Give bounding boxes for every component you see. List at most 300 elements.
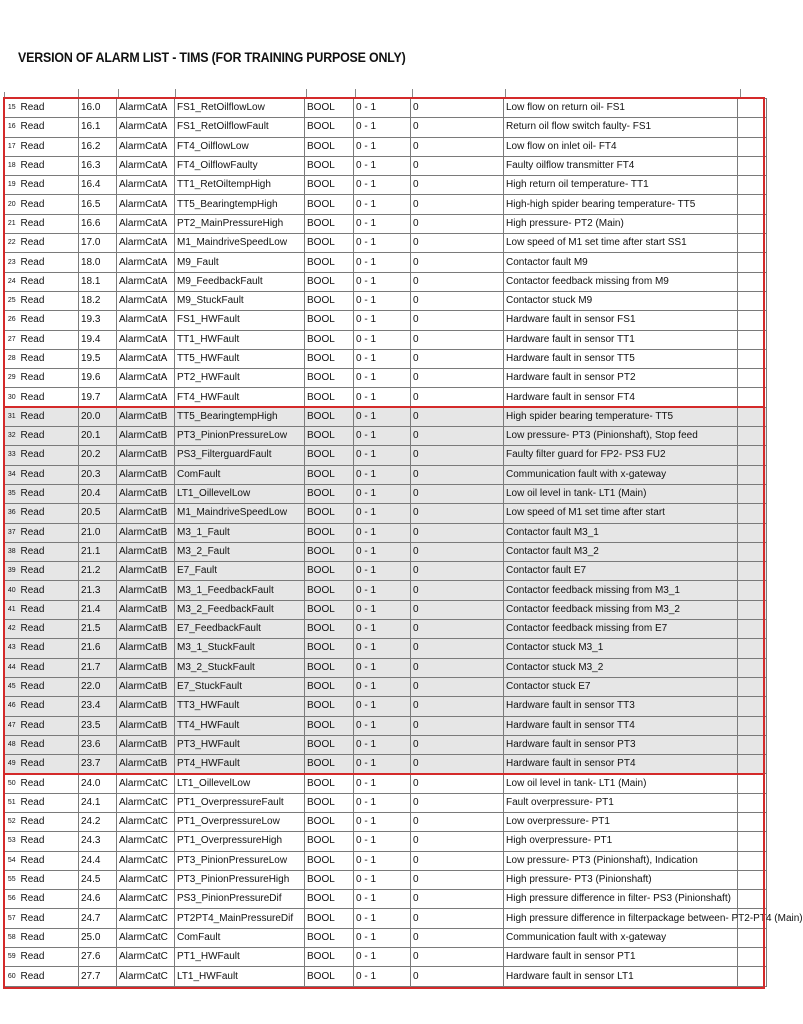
access-cell: Read — [19, 890, 79, 909]
blank-cell — [738, 407, 767, 426]
range-cell: 0 - 1 — [354, 195, 411, 214]
description-cell: Contactor stuck M9 — [504, 291, 738, 310]
row-number: 16 — [5, 118, 19, 137]
category-cell: AlarmCatB — [117, 697, 175, 716]
table-row — [5, 600, 767, 619]
blank-cell — [738, 214, 767, 233]
blank-cell — [738, 658, 767, 677]
description-cell: Communication fault with x-gateway — [504, 928, 738, 947]
table-row — [5, 446, 767, 465]
category-cell: AlarmCatA — [117, 349, 175, 368]
row-number: 55 — [5, 870, 19, 889]
tag-cell: FS1_RetOilflowLow — [175, 99, 305, 118]
access-cell: Read — [19, 851, 79, 870]
address-cell: 27.6 — [79, 948, 117, 967]
access-cell: Read — [19, 504, 79, 523]
category-cell: AlarmCatB — [117, 677, 175, 696]
tag-cell: FT4_OilflowLow — [175, 137, 305, 156]
value-cell: 0 — [411, 504, 504, 523]
address-cell: 25.0 — [79, 928, 117, 947]
tag-cell: PT2_HWFault — [175, 369, 305, 388]
type-cell: BOOL — [305, 716, 354, 735]
tag-cell: LT1_OillevelLow — [175, 484, 305, 503]
value-cell: 0 — [411, 639, 504, 658]
range-cell: 0 - 1 — [354, 793, 411, 812]
description-cell: Contactor fault M3_1 — [504, 523, 738, 542]
value-cell: 0 — [411, 562, 504, 581]
value-cell: 0 — [411, 600, 504, 619]
type-cell: BOOL — [305, 291, 354, 310]
access-cell: Read — [19, 542, 79, 561]
value-cell: 0 — [411, 388, 504, 407]
description-cell: High pressure difference in filterpackage between- PT2-PT4 (Main) — [504, 909, 738, 928]
access-cell: Read — [19, 909, 79, 928]
description-cell: Contactor feedback missing from M3_1 — [504, 581, 738, 600]
range-cell: 0 - 1 — [354, 639, 411, 658]
address-cell: 16.2 — [79, 137, 117, 156]
tag-cell: E7_Fault — [175, 562, 305, 581]
address-cell: 24.1 — [79, 793, 117, 812]
table-row — [5, 176, 767, 195]
category-cell: AlarmCatA — [117, 253, 175, 272]
blank-cell — [738, 504, 767, 523]
blank-cell — [738, 311, 767, 330]
row-number: 17 — [5, 137, 19, 156]
row-number: 32 — [5, 427, 19, 446]
description-cell: Contactor fault M9 — [504, 253, 738, 272]
tag-cell: PT3_PinionPressureLow — [175, 427, 305, 446]
description-cell: High pressure- PT2 (Main) — [504, 214, 738, 233]
blank-cell — [738, 446, 767, 465]
table-row — [5, 484, 767, 503]
row-number: 15 — [5, 99, 19, 118]
table-row — [5, 890, 767, 909]
value-cell: 0 — [411, 523, 504, 542]
blank-cell — [738, 176, 767, 195]
table-row — [5, 639, 767, 658]
table-row — [5, 812, 767, 831]
category-cell: AlarmCatB — [117, 716, 175, 735]
range-cell: 0 - 1 — [354, 967, 411, 986]
range-cell: 0 - 1 — [354, 446, 411, 465]
tag-cell: PT1_OverpressureLow — [175, 812, 305, 831]
access-cell: Read — [19, 967, 79, 986]
range-cell: 0 - 1 — [354, 330, 411, 349]
category-cell: AlarmCatC — [117, 774, 175, 793]
description-cell: High return oil temperature- TT1 — [504, 176, 738, 195]
row-number: 30 — [5, 388, 19, 407]
type-cell: BOOL — [305, 677, 354, 696]
table-row — [5, 253, 767, 272]
range-cell: 0 - 1 — [354, 234, 411, 253]
type-cell: BOOL — [305, 909, 354, 928]
access-cell: Read — [19, 137, 79, 156]
tag-cell: PS3_PinionPressureDif — [175, 890, 305, 909]
value-cell: 0 — [411, 214, 504, 233]
address-cell: 24.6 — [79, 890, 117, 909]
address-cell: 17.0 — [79, 234, 117, 253]
type-cell: BOOL — [305, 948, 354, 967]
access-cell: Read — [19, 639, 79, 658]
category-cell: AlarmCatB — [117, 658, 175, 677]
access-cell: Read — [19, 291, 79, 310]
alarm-table — [4, 98, 803, 987]
type-cell: BOOL — [305, 639, 354, 658]
row-number: 42 — [5, 620, 19, 639]
row-number: 39 — [5, 562, 19, 581]
range-cell: 0 - 1 — [354, 774, 411, 793]
category-cell: AlarmCatB — [117, 465, 175, 484]
blank-cell — [738, 755, 767, 774]
tag-cell: M9_Fault — [175, 253, 305, 272]
row-number: 41 — [5, 600, 19, 619]
range-cell: 0 - 1 — [354, 755, 411, 774]
access-cell: Read — [19, 523, 79, 542]
category-cell: AlarmCatA — [117, 272, 175, 291]
description-cell: Contactor stuck M3_2 — [504, 658, 738, 677]
row-number: 19 — [5, 176, 19, 195]
value-cell: 0 — [411, 118, 504, 137]
address-cell: 21.1 — [79, 542, 117, 561]
tag-cell: TT4_HWFault — [175, 716, 305, 735]
table-row — [5, 793, 767, 812]
table-row — [5, 774, 767, 793]
value-cell: 0 — [411, 890, 504, 909]
blank-cell — [738, 851, 767, 870]
category-cell: AlarmCatB — [117, 484, 175, 503]
description-cell: Low flow on inlet oil- FT4 — [504, 137, 738, 156]
row-number: 50 — [5, 774, 19, 793]
access-cell: Read — [19, 156, 79, 175]
table-row — [5, 716, 767, 735]
address-cell: 23.6 — [79, 735, 117, 754]
address-cell: 24.4 — [79, 851, 117, 870]
row-number: 21 — [5, 214, 19, 233]
row-number: 35 — [5, 484, 19, 503]
value-cell: 0 — [411, 484, 504, 503]
range-cell: 0 - 1 — [354, 562, 411, 581]
access-cell: Read — [19, 948, 79, 967]
access-cell: Read — [19, 697, 79, 716]
tag-cell: M9_StuckFault — [175, 291, 305, 310]
address-cell: 20.1 — [79, 427, 117, 446]
description-cell: High pressure difference in filter- PS3 (Pinionshaft) — [504, 890, 738, 909]
value-cell: 0 — [411, 446, 504, 465]
row-number: 25 — [5, 291, 19, 310]
range-cell: 0 - 1 — [354, 832, 411, 851]
blank-cell — [738, 388, 767, 407]
description-cell: Low oil level in tank- LT1 (Main) — [504, 774, 738, 793]
description-cell: Contactor fault E7 — [504, 562, 738, 581]
category-cell: AlarmCatB — [117, 600, 175, 619]
tag-cell: LT1_OillevelLow — [175, 774, 305, 793]
row-number: 27 — [5, 330, 19, 349]
category-cell: AlarmCatB — [117, 446, 175, 465]
range-cell: 0 - 1 — [354, 465, 411, 484]
type-cell: BOOL — [305, 928, 354, 947]
tag-cell: TT5_BearingtempHigh — [175, 195, 305, 214]
access-cell: Read — [19, 755, 79, 774]
row-number: 38 — [5, 542, 19, 561]
category-cell: AlarmCatA — [117, 330, 175, 349]
value-cell: 0 — [411, 311, 504, 330]
type-cell: BOOL — [305, 542, 354, 561]
range-cell: 0 - 1 — [354, 735, 411, 754]
category-cell: AlarmCatC — [117, 928, 175, 947]
access-cell: Read — [19, 272, 79, 291]
table-row — [5, 504, 767, 523]
range-cell: 0 - 1 — [354, 388, 411, 407]
table-row — [5, 542, 767, 561]
description-cell: Contactor feedback missing from M9 — [504, 272, 738, 291]
value-cell: 0 — [411, 812, 504, 831]
range-cell: 0 - 1 — [354, 407, 411, 426]
type-cell: BOOL — [305, 658, 354, 677]
type-cell: BOOL — [305, 311, 354, 330]
description-cell: Low speed of M1 set time after start SS1 — [504, 234, 738, 253]
range-cell: 0 - 1 — [354, 118, 411, 137]
address-cell: 24.7 — [79, 909, 117, 928]
row-number: 29 — [5, 369, 19, 388]
blank-cell — [738, 716, 767, 735]
type-cell: BOOL — [305, 755, 354, 774]
blank-cell — [738, 735, 767, 754]
blank-cell — [738, 99, 767, 118]
description-cell: Contactor feedback missing from E7 — [504, 620, 738, 639]
tag-cell: M3_2_FeedbackFault — [175, 600, 305, 619]
description-cell: Hardware fault in sensor PT3 — [504, 735, 738, 754]
type-cell: BOOL — [305, 812, 354, 831]
category-cell: AlarmCatB — [117, 562, 175, 581]
table-row — [5, 99, 767, 118]
blank-cell — [738, 774, 767, 793]
tag-cell: M3_2_Fault — [175, 542, 305, 561]
value-cell: 0 — [411, 253, 504, 272]
value-cell: 0 — [411, 774, 504, 793]
address-cell: 19.5 — [79, 349, 117, 368]
category-cell: AlarmCatA — [117, 137, 175, 156]
description-cell: Contactor fault M3_2 — [504, 542, 738, 561]
description-cell: Low speed of M1 set time after start — [504, 504, 738, 523]
category-cell: AlarmCatB — [117, 755, 175, 774]
blank-cell — [738, 465, 767, 484]
address-cell: 24.2 — [79, 812, 117, 831]
access-cell: Read — [19, 234, 79, 253]
category-cell: AlarmCatB — [117, 639, 175, 658]
type-cell: BOOL — [305, 504, 354, 523]
value-cell: 0 — [411, 928, 504, 947]
tag-cell: FS1_HWFault — [175, 311, 305, 330]
tag-cell: PT1_OverpressureFault — [175, 793, 305, 812]
row-number: 60 — [5, 967, 19, 986]
row-number: 58 — [5, 928, 19, 947]
value-cell: 0 — [411, 948, 504, 967]
access-cell: Read — [19, 369, 79, 388]
value-cell: 0 — [411, 832, 504, 851]
value-cell: 0 — [411, 176, 504, 195]
access-cell: Read — [19, 388, 79, 407]
table-row — [5, 735, 767, 754]
table-row — [5, 137, 767, 156]
category-cell: AlarmCatB — [117, 542, 175, 561]
address-cell: 16.6 — [79, 214, 117, 233]
category-cell: AlarmCatA — [117, 156, 175, 175]
table-row — [5, 234, 767, 253]
address-cell: 16.0 — [79, 99, 117, 118]
value-cell: 0 — [411, 137, 504, 156]
tag-cell: M3_1_Fault — [175, 523, 305, 542]
row-number: 28 — [5, 349, 19, 368]
address-cell: 21.0 — [79, 523, 117, 542]
value-cell: 0 — [411, 870, 504, 889]
address-cell: 19.3 — [79, 311, 117, 330]
access-cell: Read — [19, 600, 79, 619]
address-cell: 21.5 — [79, 620, 117, 639]
address-cell: 16.5 — [79, 195, 117, 214]
row-number: 46 — [5, 697, 19, 716]
address-cell: 16.1 — [79, 118, 117, 137]
address-cell: 24.0 — [79, 774, 117, 793]
blank-cell — [738, 542, 767, 561]
category-cell: AlarmCatA — [117, 176, 175, 195]
row-number: 48 — [5, 735, 19, 754]
tag-cell: M9_FeedbackFault — [175, 272, 305, 291]
category-cell: AlarmCatB — [117, 620, 175, 639]
type-cell: BOOL — [305, 581, 354, 600]
table-row — [5, 928, 767, 947]
table-row — [5, 697, 767, 716]
access-cell: Read — [19, 658, 79, 677]
range-cell: 0 - 1 — [354, 311, 411, 330]
value-cell: 0 — [411, 716, 504, 735]
row-number: 57 — [5, 909, 19, 928]
table-row — [5, 967, 767, 986]
range-cell: 0 - 1 — [354, 542, 411, 561]
access-cell: Read — [19, 793, 79, 812]
value-cell: 0 — [411, 909, 504, 928]
table-row — [5, 118, 767, 137]
address-cell: 20.3 — [79, 465, 117, 484]
value-cell: 0 — [411, 427, 504, 446]
blank-cell — [738, 890, 767, 909]
row-number: 31 — [5, 407, 19, 426]
value-cell: 0 — [411, 851, 504, 870]
table-row — [5, 156, 767, 175]
blank-cell — [738, 195, 767, 214]
type-cell: BOOL — [305, 156, 354, 175]
type-cell: BOOL — [305, 137, 354, 156]
address-cell: 16.3 — [79, 156, 117, 175]
description-cell: Faulty filter guard for FP2- PS3 FU2 — [504, 446, 738, 465]
tag-cell: FT4_OilflowFaulty — [175, 156, 305, 175]
access-cell: Read — [19, 832, 79, 851]
range-cell: 0 - 1 — [354, 427, 411, 446]
category-cell: AlarmCatC — [117, 967, 175, 986]
row-number: 23 — [5, 253, 19, 272]
type-cell: BOOL — [305, 465, 354, 484]
row-number: 20 — [5, 195, 19, 214]
blank-cell — [738, 697, 767, 716]
description-cell: Low overpressure- PT1 — [504, 812, 738, 831]
value-cell: 0 — [411, 793, 504, 812]
category-cell: AlarmCatC — [117, 812, 175, 831]
type-cell: BOOL — [305, 118, 354, 137]
range-cell: 0 - 1 — [354, 272, 411, 291]
table-row — [5, 291, 767, 310]
value-cell: 0 — [411, 735, 504, 754]
table-row — [5, 272, 767, 291]
row-number: 44 — [5, 658, 19, 677]
category-cell: AlarmCatA — [117, 118, 175, 137]
category-cell: AlarmCatC — [117, 909, 175, 928]
category-cell: AlarmCatB — [117, 523, 175, 542]
tag-cell: TT5_BearingtempHigh — [175, 407, 305, 426]
address-cell: 18.2 — [79, 291, 117, 310]
blank-cell — [738, 832, 767, 851]
row-number: 33 — [5, 446, 19, 465]
value-cell: 0 — [411, 967, 504, 986]
access-cell: Read — [19, 620, 79, 639]
description-cell: High spider bearing temperature- TT5 — [504, 407, 738, 426]
value-cell: 0 — [411, 542, 504, 561]
access-cell: Read — [19, 735, 79, 754]
address-cell: 22.0 — [79, 677, 117, 696]
category-cell: AlarmCatC — [117, 793, 175, 812]
row-number: 56 — [5, 890, 19, 909]
category-cell: AlarmCatB — [117, 735, 175, 754]
table-row — [5, 909, 767, 928]
address-cell: 19.4 — [79, 330, 117, 349]
row-number: 59 — [5, 948, 19, 967]
row-number: 34 — [5, 465, 19, 484]
table-row — [5, 870, 767, 889]
address-cell: 20.2 — [79, 446, 117, 465]
description-cell: Low pressure- PT3 (Pinionshaft), Stop feed — [504, 427, 738, 446]
blank-cell — [738, 272, 767, 291]
value-cell: 0 — [411, 99, 504, 118]
type-cell: BOOL — [305, 851, 354, 870]
tag-cell: TT5_HWFault — [175, 349, 305, 368]
table-row — [5, 755, 767, 774]
address-cell: 20.4 — [79, 484, 117, 503]
blank-cell — [738, 870, 767, 889]
table-row — [5, 214, 767, 233]
address-cell: 21.6 — [79, 639, 117, 658]
range-cell: 0 - 1 — [354, 253, 411, 272]
category-cell: AlarmCatA — [117, 311, 175, 330]
tag-cell: E7_FeedbackFault — [175, 620, 305, 639]
type-cell: BOOL — [305, 369, 354, 388]
row-number: 54 — [5, 851, 19, 870]
tag-cell: PT3_PinionPressureLow — [175, 851, 305, 870]
blank-cell — [738, 677, 767, 696]
sheet-cut-edge — [4, 92, 766, 98]
access-cell: Read — [19, 176, 79, 195]
access-cell: Read — [19, 253, 79, 272]
table-row — [5, 832, 767, 851]
type-cell: BOOL — [305, 890, 354, 909]
type-cell: BOOL — [305, 272, 354, 291]
tag-cell: PT2PT4_MainPressureDif — [175, 909, 305, 928]
range-cell: 0 - 1 — [354, 677, 411, 696]
category-cell: AlarmCatA — [117, 388, 175, 407]
type-cell: BOOL — [305, 407, 354, 426]
range-cell: 0 - 1 — [354, 716, 411, 735]
type-cell: BOOL — [305, 214, 354, 233]
blank-cell — [738, 581, 767, 600]
type-cell: BOOL — [305, 562, 354, 581]
row-number: 36 — [5, 504, 19, 523]
